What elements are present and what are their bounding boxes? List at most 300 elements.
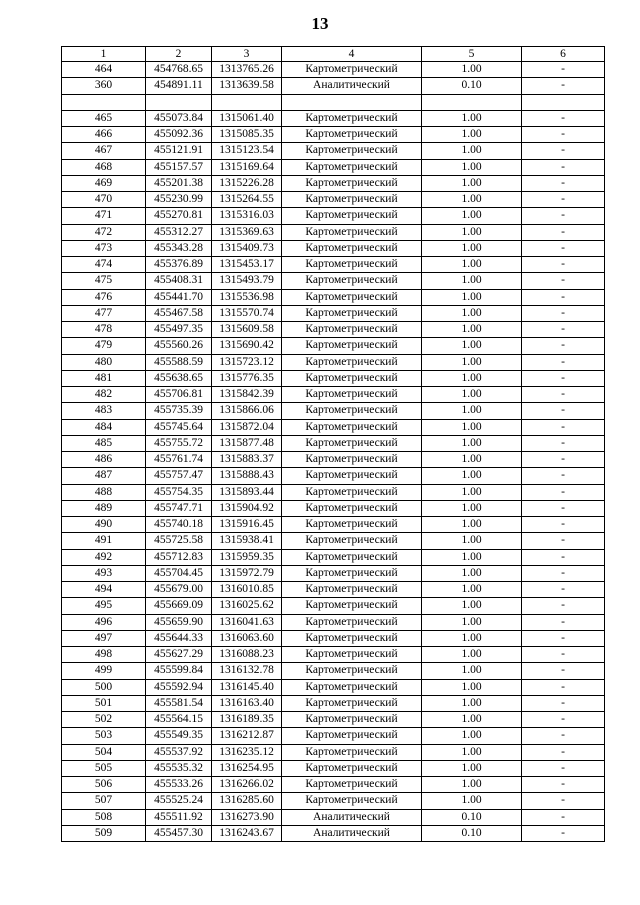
table-cell: 1315883.37 — [212, 452, 282, 468]
table-cell: 0.10 — [422, 809, 522, 825]
table-cell: - — [522, 338, 605, 354]
table-row — [62, 614, 605, 630]
table-row — [62, 744, 605, 760]
table-cell: 1315123.54 — [212, 143, 282, 159]
table-cell: 1315893.44 — [212, 484, 282, 500]
table-cell: 455761.74 — [146, 452, 212, 468]
table-cell: 1315776.35 — [212, 370, 282, 386]
table-cell: 1.00 — [422, 273, 522, 289]
table-cell: 1.00 — [422, 289, 522, 305]
table-cell: - — [522, 289, 605, 305]
table-cell: 1.00 — [422, 500, 522, 516]
table-cell — [522, 94, 605, 110]
table-cell: 454768.65 — [146, 62, 212, 78]
table-cell: 455535.32 — [146, 760, 212, 776]
table-cell: 455581.54 — [146, 695, 212, 711]
table-cell: Картометрический — [282, 744, 422, 760]
table-cell: - — [522, 549, 605, 565]
table-row — [62, 468, 605, 484]
table-row — [62, 110, 605, 126]
table-cell: 472 — [62, 224, 146, 240]
table-row — [62, 289, 605, 305]
table-cell: 455588.59 — [146, 354, 212, 370]
table-cell: 1315959.35 — [212, 549, 282, 565]
table-cell: 455376.89 — [146, 257, 212, 273]
table-cell: 455747.71 — [146, 500, 212, 516]
table-row — [62, 647, 605, 663]
table-cell: - — [522, 354, 605, 370]
table-cell: Картометрический — [282, 127, 422, 143]
table-cell: Картометрический — [282, 500, 422, 516]
table-cell: 499 — [62, 663, 146, 679]
table-cell: Картометрический — [282, 484, 422, 500]
table-row — [62, 305, 605, 321]
table-cell: - — [522, 517, 605, 533]
table-cell: 1316235.12 — [212, 744, 282, 760]
table-cell: 504 — [62, 744, 146, 760]
table-cell: 455679.00 — [146, 582, 212, 598]
table-cell: 1.00 — [422, 387, 522, 403]
table-row — [62, 679, 605, 695]
table-cell: - — [522, 533, 605, 549]
table-cell: - — [522, 582, 605, 598]
table-cell: 1315723.12 — [212, 354, 282, 370]
table-cell: 481 — [62, 370, 146, 386]
table-cell: 1316025.62 — [212, 598, 282, 614]
table-cell: 455706.81 — [146, 387, 212, 403]
table-cell: Картометрический — [282, 468, 422, 484]
table-row — [62, 273, 605, 289]
table-cell — [422, 94, 522, 110]
table-row — [62, 419, 605, 435]
table-cell: 455441.70 — [146, 289, 212, 305]
table-cell: 1316266.02 — [212, 777, 282, 793]
table-cell: 1315570.74 — [212, 305, 282, 321]
table-cell: 1.00 — [422, 630, 522, 646]
table-cell: 455312.27 — [146, 224, 212, 240]
table-cell: - — [522, 793, 605, 809]
table-row — [62, 777, 605, 793]
table-cell: 455408.31 — [146, 273, 212, 289]
table-cell: 455201.38 — [146, 175, 212, 191]
table-cell: - — [522, 630, 605, 646]
table-cell: 1315904.92 — [212, 500, 282, 516]
table-cell: 1315085.35 — [212, 127, 282, 143]
table-row — [62, 760, 605, 776]
column-header: 5 — [422, 47, 522, 62]
table-cell: 455564.15 — [146, 712, 212, 728]
column-header: 3 — [212, 47, 282, 62]
table-cell: 465 — [62, 110, 146, 126]
table-cell: Картометрический — [282, 712, 422, 728]
table-cell: 1.00 — [422, 517, 522, 533]
table-cell: 488 — [62, 484, 146, 500]
table-cell: 0.10 — [422, 78, 522, 94]
table-cell: 1316145.40 — [212, 679, 282, 695]
table-row — [62, 695, 605, 711]
table-cell: 492 — [62, 549, 146, 565]
table-cell: Картометрический — [282, 549, 422, 565]
table-cell: 1316010.85 — [212, 582, 282, 598]
table-cell: 464 — [62, 62, 146, 78]
table-cell: Картометрический — [282, 240, 422, 256]
table-cell: Картометрический — [282, 419, 422, 435]
table-cell: 478 — [62, 322, 146, 338]
table-cell: 493 — [62, 565, 146, 581]
table-cell: 498 — [62, 647, 146, 663]
table-cell: 1.00 — [422, 175, 522, 191]
table-cell: Картометрический — [282, 614, 422, 630]
table-cell: Картометрический — [282, 273, 422, 289]
table-cell: - — [522, 484, 605, 500]
table-cell: 1315264.55 — [212, 192, 282, 208]
table-row — [62, 370, 605, 386]
table-row — [62, 257, 605, 273]
table-cell: 1.00 — [422, 793, 522, 809]
table-cell: 455754.35 — [146, 484, 212, 500]
table-cell: 1.00 — [422, 728, 522, 744]
table-cell: 1316254.95 — [212, 760, 282, 776]
table-cell: Картометрический — [282, 159, 422, 175]
table-cell: - — [522, 403, 605, 419]
table-cell: Картометрический — [282, 403, 422, 419]
table-cell: 455627.29 — [146, 647, 212, 663]
table-cell: 455270.81 — [146, 208, 212, 224]
table-cell: Картометрический — [282, 565, 422, 581]
table-cell: 1315972.79 — [212, 565, 282, 581]
table-cell: 1315877.48 — [212, 435, 282, 451]
table-cell: 1.00 — [422, 224, 522, 240]
table-cell: - — [522, 712, 605, 728]
table-cell: 1316243.67 — [212, 825, 282, 841]
table-cell: 485 — [62, 435, 146, 451]
table-cell: - — [522, 208, 605, 224]
table-cell: 1315409.73 — [212, 240, 282, 256]
table-cell: 470 — [62, 192, 146, 208]
table-cell: - — [522, 127, 605, 143]
table-cell: 1315866.06 — [212, 403, 282, 419]
table-cell: Картометрический — [282, 257, 422, 273]
table-cell: 486 — [62, 452, 146, 468]
table-cell: 1.00 — [422, 143, 522, 159]
table-cell: 1.00 — [422, 305, 522, 321]
table-cell: 1316285.60 — [212, 793, 282, 809]
table-row — [62, 517, 605, 533]
coordinates-table — [61, 46, 605, 842]
table-cell: 1.00 — [422, 663, 522, 679]
table-cell: - — [522, 273, 605, 289]
table-cell: Картометрический — [282, 62, 422, 78]
table-cell: - — [522, 468, 605, 484]
table-cell: 1.00 — [422, 338, 522, 354]
table-row — [62, 793, 605, 809]
table-cell: 1315536.98 — [212, 289, 282, 305]
table-cell: - — [522, 322, 605, 338]
table-cell: Картометрический — [282, 387, 422, 403]
table-cell: Картометрический — [282, 663, 422, 679]
table-row — [62, 127, 605, 143]
table-cell: - — [522, 679, 605, 695]
table-cell: 1316132.78 — [212, 663, 282, 679]
table-cell: 455704.45 — [146, 565, 212, 581]
table-cell: - — [522, 435, 605, 451]
table-cell: - — [522, 257, 605, 273]
table-row — [62, 582, 605, 598]
table-cell: 1315690.42 — [212, 338, 282, 354]
table-cell: 1315369.63 — [212, 224, 282, 240]
table-cell: - — [522, 744, 605, 760]
table-row — [62, 452, 605, 468]
table-cell: Картометрический — [282, 598, 422, 614]
table-cell: 476 — [62, 289, 146, 305]
table-cell: - — [522, 452, 605, 468]
table-cell: 455659.90 — [146, 614, 212, 630]
table-cell: Картометрический — [282, 322, 422, 338]
table-cell: 1.00 — [422, 760, 522, 776]
table-cell: 490 — [62, 517, 146, 533]
table-cell: 454891.11 — [146, 78, 212, 94]
table-cell: 1316163.40 — [212, 695, 282, 711]
table-row — [62, 403, 605, 419]
table-cell: 1.00 — [422, 110, 522, 126]
table-cell: Аналитический — [282, 809, 422, 825]
column-header: 4 — [282, 47, 422, 62]
table-cell: 1315316.03 — [212, 208, 282, 224]
table-cell — [146, 94, 212, 110]
table-cell: - — [522, 777, 605, 793]
table-row — [62, 630, 605, 646]
table-cell: 475 — [62, 273, 146, 289]
table-cell: Картометрический — [282, 679, 422, 695]
column-header: 6 — [522, 47, 605, 62]
table-row — [62, 175, 605, 191]
table-cell: 483 — [62, 403, 146, 419]
table-cell: 496 — [62, 614, 146, 630]
table-cell: 1.00 — [422, 777, 522, 793]
table-cell: Картометрический — [282, 224, 422, 240]
table-cell: 1.00 — [422, 468, 522, 484]
table-cell: 1.00 — [422, 695, 522, 711]
table-row — [62, 387, 605, 403]
table-row — [62, 549, 605, 565]
table-cell: 507 — [62, 793, 146, 809]
table-cell: 1313639.58 — [212, 78, 282, 94]
table-cell: 1316273.90 — [212, 809, 282, 825]
table-cell: - — [522, 175, 605, 191]
table-row — [62, 338, 605, 354]
table-cell: 500 — [62, 679, 146, 695]
table-cell: 1.00 — [422, 62, 522, 78]
table-cell: 1.00 — [422, 679, 522, 695]
table-cell: Картометрический — [282, 435, 422, 451]
table-row — [62, 435, 605, 451]
table-cell: 1315872.04 — [212, 419, 282, 435]
table-cell: 455757.47 — [146, 468, 212, 484]
table-cell: 1315916.45 — [212, 517, 282, 533]
table-cell: 455230.99 — [146, 192, 212, 208]
table-cell: 469 — [62, 175, 146, 191]
table-cell: 1315226.28 — [212, 175, 282, 191]
table-cell: 455755.72 — [146, 435, 212, 451]
table-cell: 1.00 — [422, 712, 522, 728]
table-cell: 1316063.60 — [212, 630, 282, 646]
table-cell: Картометрический — [282, 695, 422, 711]
table-cell: 455592.94 — [146, 679, 212, 695]
table-cell: 1316041.63 — [212, 614, 282, 630]
table-cell: 1.00 — [422, 354, 522, 370]
table-cell: 474 — [62, 257, 146, 273]
table-cell: 1.00 — [422, 435, 522, 451]
table-cell: - — [522, 695, 605, 711]
table-cell: 487 — [62, 468, 146, 484]
table-cell: - — [522, 500, 605, 516]
table-cell: - — [522, 305, 605, 321]
table-cell: Картометрический — [282, 728, 422, 744]
table-row — [62, 322, 605, 338]
table-cell: - — [522, 240, 605, 256]
table-cell: 1.00 — [422, 403, 522, 419]
table-cell: Картометрический — [282, 452, 422, 468]
table-cell: Картометрический — [282, 354, 422, 370]
table-cell: 506 — [62, 777, 146, 793]
table-cell: 482 — [62, 387, 146, 403]
table-row — [62, 94, 605, 110]
table-cell: 1.00 — [422, 484, 522, 500]
table-cell: 497 — [62, 630, 146, 646]
table-cell: 1.00 — [422, 598, 522, 614]
table-cell: 1.00 — [422, 614, 522, 630]
table-row — [62, 484, 605, 500]
table-cell: 1315169.64 — [212, 159, 282, 175]
table-cell: 489 — [62, 500, 146, 516]
table-cell: 479 — [62, 338, 146, 354]
table-cell: Картометрический — [282, 143, 422, 159]
table-cell: Картометрический — [282, 630, 422, 646]
table-cell: 503 — [62, 728, 146, 744]
table-cell: 494 — [62, 582, 146, 598]
table-cell: 455073.84 — [146, 110, 212, 126]
table-cell: 455638.65 — [146, 370, 212, 386]
table-cell: 1315888.43 — [212, 468, 282, 484]
table-cell: Картометрический — [282, 175, 422, 191]
table-cell: 1316088.23 — [212, 647, 282, 663]
page-number: 13 — [311, 14, 329, 33]
table-cell: 477 — [62, 305, 146, 321]
table-cell: 467 — [62, 143, 146, 159]
table-row — [62, 712, 605, 728]
table-cell: Картометрический — [282, 647, 422, 663]
table-cell: Картометрический — [282, 305, 422, 321]
table-row — [62, 354, 605, 370]
table-cell: 1.00 — [422, 549, 522, 565]
table-cell: 455644.33 — [146, 630, 212, 646]
table-cell: - — [522, 143, 605, 159]
table-cell: 508 — [62, 809, 146, 825]
table-row — [62, 240, 605, 256]
table-cell: 455735.39 — [146, 403, 212, 419]
table-row — [62, 500, 605, 516]
table-cell: Картометрический — [282, 777, 422, 793]
table-row — [62, 159, 605, 175]
table-cell: 0.10 — [422, 825, 522, 841]
table-cell: Картометрический — [282, 793, 422, 809]
table-row — [62, 208, 605, 224]
table-cell: 473 — [62, 240, 146, 256]
table-cell: 455497.35 — [146, 322, 212, 338]
table-cell: 455560.26 — [146, 338, 212, 354]
table-cell: 1315453.17 — [212, 257, 282, 273]
table-cell: Картометрический — [282, 760, 422, 776]
table-cell: 471 — [62, 208, 146, 224]
table-cell: 468 — [62, 159, 146, 175]
table-cell: - — [522, 159, 605, 175]
table-cell: - — [522, 224, 605, 240]
table-cell: 1.00 — [422, 533, 522, 549]
table-cell: 360 — [62, 78, 146, 94]
table-cell: Картометрический — [282, 289, 422, 305]
table-cell: Картометрический — [282, 582, 422, 598]
table-cell: 455092.36 — [146, 127, 212, 143]
table-cell: 455121.91 — [146, 143, 212, 159]
table-cell: Аналитический — [282, 78, 422, 94]
table-cell: Картометрический — [282, 208, 422, 224]
column-header: 2 — [146, 47, 212, 62]
table-cell: 1316189.35 — [212, 712, 282, 728]
table-cell: 1315061.40 — [212, 110, 282, 126]
table-cell: 495 — [62, 598, 146, 614]
table-cell: Картометрический — [282, 338, 422, 354]
table-cell: - — [522, 192, 605, 208]
table-cell: 1.00 — [422, 240, 522, 256]
table-cell: 1.00 — [422, 419, 522, 435]
table-cell: 1315842.39 — [212, 387, 282, 403]
table-cell: 484 — [62, 419, 146, 435]
table-cell: 491 — [62, 533, 146, 549]
table-cell: 1.00 — [422, 582, 522, 598]
table-cell: 480 — [62, 354, 146, 370]
table-cell: 455599.84 — [146, 663, 212, 679]
table-cell: Картометрический — [282, 370, 422, 386]
table-cell: 455669.09 — [146, 598, 212, 614]
table-cell: 455712.83 — [146, 549, 212, 565]
table-cell: 502 — [62, 712, 146, 728]
table-cell: - — [522, 825, 605, 841]
table-cell: - — [522, 760, 605, 776]
table-cell: - — [522, 387, 605, 403]
table-cell: - — [522, 647, 605, 663]
table-cell: - — [522, 598, 605, 614]
table-row — [62, 192, 605, 208]
table-cell: 455525.24 — [146, 793, 212, 809]
table-cell: 1.00 — [422, 127, 522, 143]
table-cell: 455549.35 — [146, 728, 212, 744]
table-cell: - — [522, 419, 605, 435]
table-cell: - — [522, 78, 605, 94]
table-row — [62, 533, 605, 549]
table-cell: - — [522, 728, 605, 744]
table-cell: - — [522, 565, 605, 581]
table-cell: 1315493.79 — [212, 273, 282, 289]
table-cell: 455511.92 — [146, 809, 212, 825]
table-row — [62, 825, 605, 841]
table-cell: 1313765.26 — [212, 62, 282, 78]
table-cell: 505 — [62, 760, 146, 776]
table-cell: - — [522, 62, 605, 78]
table-cell: 1.00 — [422, 208, 522, 224]
table-cell: - — [522, 663, 605, 679]
table-row — [62, 78, 605, 94]
table-header-row — [62, 47, 605, 62]
